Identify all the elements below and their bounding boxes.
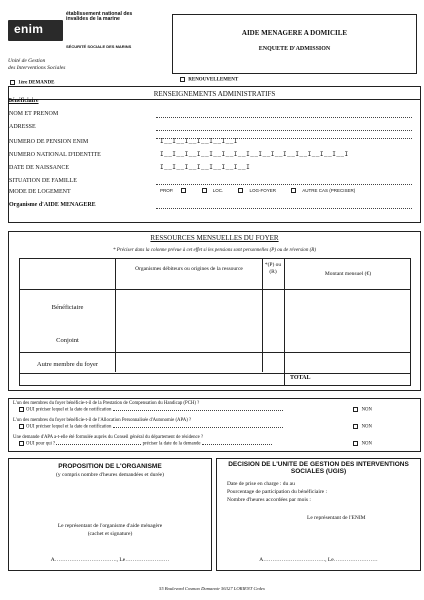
resources-title: RESSOURCES MENSUELLES DU FOYER [150, 234, 279, 242]
field-birthdate-boxes[interactable]: I__I__I__I__I__I__I__I [160, 164, 251, 171]
field-label-nir: NUMERO NATIONAL D'IDENTITE [9, 152, 101, 158]
col-header-amount: Montant mensuel (€) [324, 271, 372, 277]
question-apa: L'un des membres du foyer bénéficie-t-il de l'Allocation Personnalisée d'Autonomie (APA) ? [13, 418, 192, 423]
decision-representative: Le représentant de l'ENIM [307, 515, 366, 521]
question-pch-yes[interactable]: OUI préciser lequel et la date de notification [17, 407, 283, 413]
renewal-label: RENOUVELLEMENT [188, 77, 239, 83]
org-name: établissement national des invalides de la marine [66, 11, 133, 23]
renewal-option[interactable] [178, 77, 238, 83]
field-family-input[interactable] [156, 184, 412, 185]
question-apa-request-no[interactable]: NON [351, 441, 372, 447]
field-pension-boxes[interactable]: I__I__I__I__I__I__I [160, 138, 238, 145]
field-label-pension: NUMERO DE PENSION ENIM [9, 139, 89, 145]
housing-option-prop[interactable]: PROP. [160, 188, 192, 193]
housing-option-foyer[interactable]: LOG-FOYER [236, 188, 282, 193]
decision-participation[interactable]: Pourcentage de participation du bénéficiaire : [227, 489, 328, 495]
housing-option-other[interactable]: AUTRE CAS (PRECISER) [289, 188, 361, 193]
row-label-other-member: Autre membre du foyer [36, 361, 99, 368]
logo-text: enim [14, 22, 44, 36]
housing-option-loc[interactable]: LOC. [200, 188, 230, 193]
row-label-beneficiary: Bénéficiaire [51, 304, 84, 311]
resources-section [8, 231, 421, 391]
field-label-birthdate: DATE DE NAISSANCE [9, 165, 69, 171]
beneficiary-heading: Bénéficiaire [8, 98, 39, 104]
proposal-section [8, 458, 212, 571]
unit-line-1: Unité de Gestion [8, 58, 46, 64]
decision-place-date[interactable]: A……………………………., Le…………………… [259, 557, 378, 563]
questions-section [8, 398, 421, 452]
first-request-checkbox[interactable] [10, 80, 15, 85]
renewal-checkbox[interactable] [180, 77, 185, 82]
form-subtitle: ENQUETE D'ADMISSION [258, 46, 331, 52]
col-header-pr: *(P) ou (R) [264, 262, 282, 275]
org-subtitle: SÉCURITÉ SOCIALE DES MARINS [66, 44, 132, 49]
field-address-input[interactable] [156, 130, 412, 131]
decision-coverage-date[interactable]: Date de prise en charge : du au [227, 481, 295, 487]
proposal-place-date[interactable]: A……………………………., Le…………………… [50, 557, 170, 563]
question-pch: L'un des membres du foyer bénéficie-t-il de la Prestation de Compensation du Handicap (PCH) ? [13, 401, 200, 406]
title-box [172, 14, 417, 74]
field-label-housing: MODE DE LOGEMENT [9, 189, 71, 195]
question-apa-no[interactable]: NON [351, 424, 372, 430]
unit-line-2: des Interventions Sociales [8, 64, 66, 71]
field-label-family: SITUATION DE FAMILLE [9, 178, 77, 184]
proposal-representative: Le représentant de l'organisme d'aide ménagère [57, 523, 163, 529]
field-label-address: ADRESSE [9, 124, 36, 130]
form-title: AIDE MENAGERE A DOMICILE [241, 29, 348, 37]
col-header-org: Organismes débiteurs ou origines de la ressource [135, 266, 243, 272]
decision-hours[interactable]: Nombre d'heures accordées par mois : [227, 497, 311, 503]
first-request-label: 1ère DEMANDE [18, 80, 55, 86]
total-label: TOTAL [290, 375, 311, 381]
proposal-title: PROPOSITION DE L'ORGANISME [58, 463, 162, 470]
enim-logo [8, 20, 63, 41]
question-apa-request: Une demande d'APA a-t-elle été formulée auprès du Conseil général du département de résidence ? [13, 435, 204, 440]
admin-title-divider [9, 99, 420, 100]
admin-title: RENSEIGNEMENTS ADMINISTRATIFS [153, 90, 276, 98]
footer-address: 55 Boulevard Cosmao Dumanoir 56327 LORIENT Cedex [159, 586, 265, 591]
row-label-spouse: Conjoint [56, 337, 79, 344]
unit-name [8, 58, 65, 71]
decision-title: DECISION DE L'UNITE DE GESTION DES INTERVENTIONS SOCIALES (UGIS) [228, 461, 409, 475]
field-label-organisme: Organisme d'AIDE MENAGERE [9, 202, 96, 208]
decision-section [216, 458, 421, 571]
question-apa-request-yes[interactable]: OUI pour qui ? préciser la date de la demande [17, 441, 272, 447]
first-request-option[interactable] [8, 80, 54, 86]
housing-options [160, 188, 367, 193]
question-pch-no[interactable]: NON [351, 407, 372, 413]
question-apa-yes[interactable]: OUI préciser lequel et la date de notification [17, 424, 283, 430]
field-organisme-input[interactable] [156, 208, 412, 209]
resources-note: * Préciser dans la colonne prévue à cet effet si les pensions sont personnelles (P) ou de réversion (R) [112, 248, 316, 253]
field-label-name: NOM ET PRENOM [9, 111, 59, 117]
resources-table [19, 258, 411, 386]
proposal-stamp-note: (cachet et signature) [87, 531, 133, 537]
proposal-subtitle: (y compris nombre d'heures demandées et durée) [56, 472, 164, 478]
field-nir-boxes[interactable]: I__I__I__I__I__I__I__I__I__I__I__I__I__I__I__I [160, 151, 349, 158]
field-name-input[interactable] [156, 117, 412, 118]
